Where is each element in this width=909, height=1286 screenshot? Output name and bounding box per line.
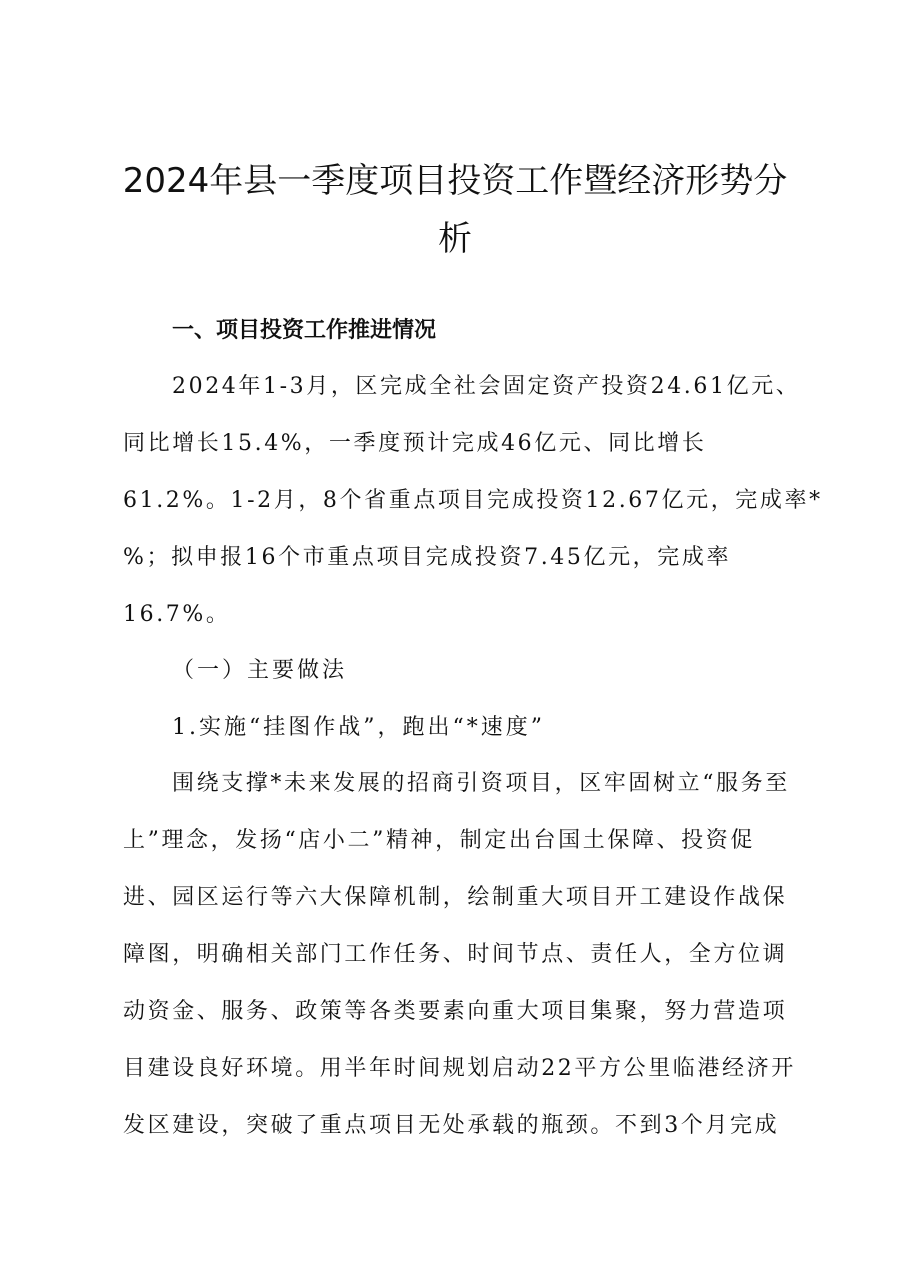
document-title [110,152,800,268]
title-line-2: 析 [438,219,472,259]
paragraph-line: 发区建设，突破了重点项目无处承载的瓶颈。不到3个月完成 [123,1113,780,1138]
paragraph-line: %；拟申报16个市重点项目完成投资7.45亿元，完成率 [123,545,732,570]
item-heading: 1.实施“挂图作战”，跑出“*速度” [172,715,545,740]
title-line-1: 2024年县一季度项目投资工作暨经济形势分 [122,161,788,201]
section-heading: 一、项目投资工作推进情况 [172,318,437,343]
paragraph-line: 进、园区运行等六大保障机制，绘制重大项目开工建设作战保 [123,885,788,910]
paragraph-line: 目建设良好环境。用半年时间规划启动22平方公里临港经济开 [123,1056,796,1081]
paragraph-1 [123,358,823,643]
paragraph-line: 同比增长15.4%，一季度预计完成46亿元、同比增长 [123,431,707,456]
paragraph-line: 16.7%。 [123,602,231,627]
paragraph-line: 动资金、服务、政策等各类要素向重大项目集聚，努力营造项 [123,999,788,1024]
paragraph-line: 2024年1-3月，区完成全社会固定资产投资24.61亿元、 [172,374,801,399]
subsection-heading: （一）主要做法 [172,658,348,683]
paragraph-line: 围绕支撑*未来发展的招商引资项目，区牢固树立“服务至 [172,771,790,796]
paragraph-line: 61.2%。1-2月，8个省重点项目完成投资12.67亿元，完成率* [123,488,823,513]
paragraph-line: 上”理念，发扬“店小二”精神，制定出台国土保障、投资促 [123,828,755,853]
paragraph-2 [123,755,803,1154]
paragraph-line: 障图，明确相关部门工作任务、时间节点、责任人，全方位调 [123,942,788,967]
